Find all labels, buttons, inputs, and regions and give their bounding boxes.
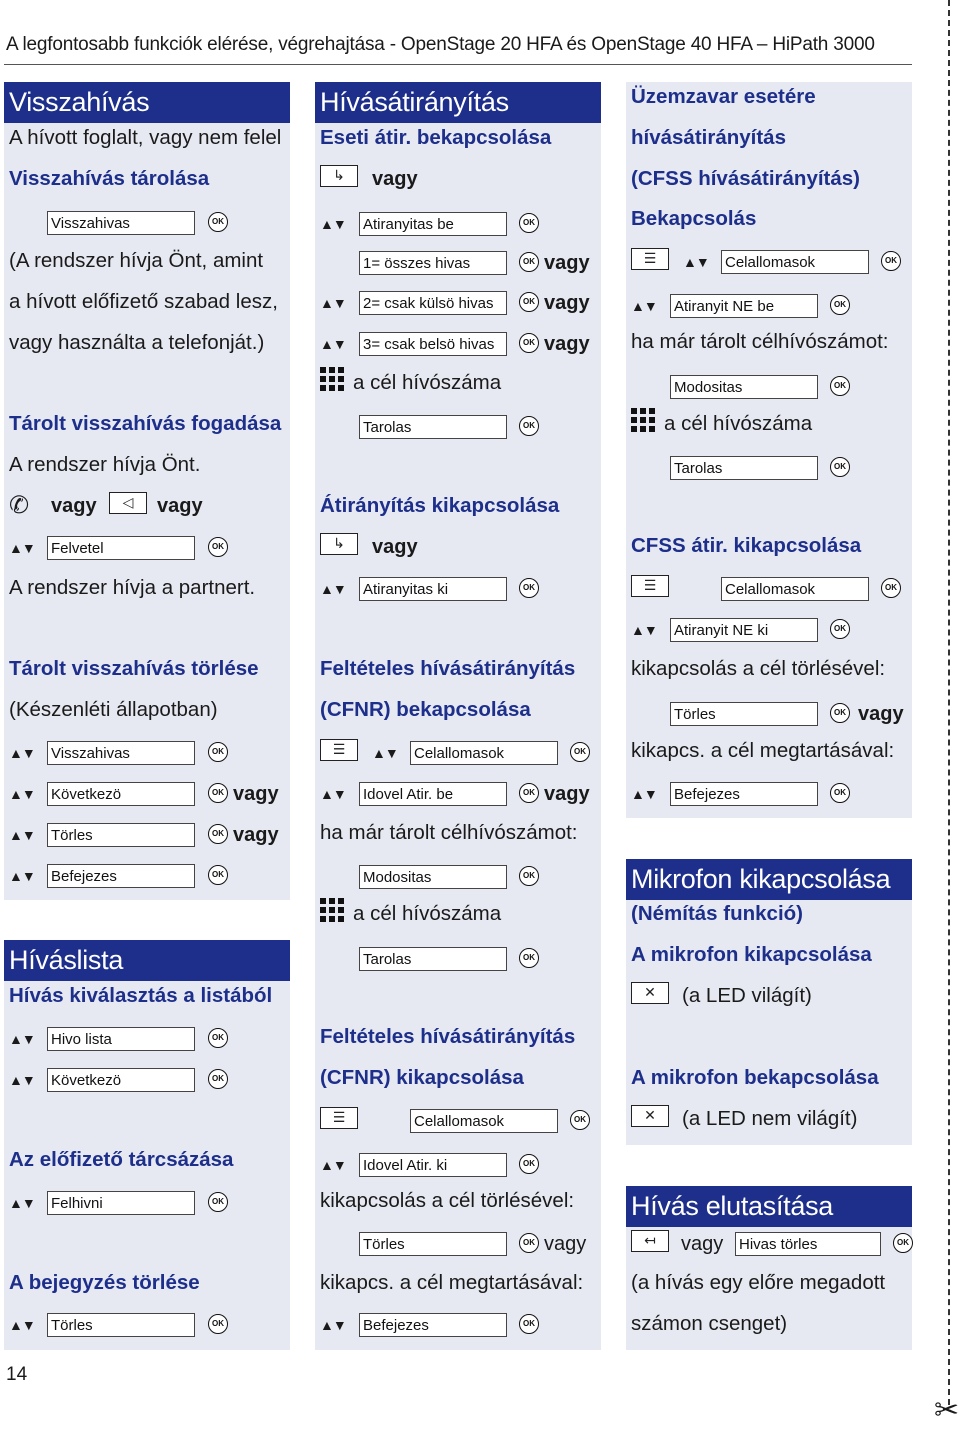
menu-option-torles[interactable]: Törles [47, 823, 195, 847]
store-callback-title: Visszahívás tárolása [9, 167, 210, 190]
cfss-title-1: Üzemzavar esetére [631, 85, 816, 108]
note-line-1: (A rendszer hívja Önt, amint [9, 249, 264, 272]
ok-icon[interactable]: OK [208, 537, 228, 557]
or-label: vagy [544, 783, 590, 805]
ok-icon[interactable]: OK [830, 619, 850, 639]
menu-option-visszahivas[interactable]: Visszahivas [47, 211, 195, 235]
menu-option-felvetel[interactable]: Felvetel [47, 536, 195, 560]
idle-text: (Készenléti állapotban) [9, 698, 218, 721]
updown-arrow-icon[interactable]: ▲▼ [9, 1031, 35, 1047]
torles-row [631, 694, 912, 734]
ok-icon[interactable]: OK [519, 292, 539, 312]
menu-option-tarolas-3[interactable]: Tarolas [670, 456, 818, 480]
keypad-icon[interactable] [320, 898, 346, 930]
updown-arrow-icon[interactable]: ▲▼ [9, 786, 35, 802]
menu-option-atiranyitas-be[interactable]: Atiranyitas be [359, 212, 507, 236]
fwd-external-row [320, 283, 601, 323]
page-title: A legfontosabb funkciók elérése, végrehajtása - OpenStage 20 HFA és OpenStage 40 HFA – HiPath 3000 [6, 34, 875, 55]
updown-arrow-icon[interactable]: ▲▼ [683, 254, 709, 270]
column-callback [4, 82, 290, 1352]
ok-icon[interactable]: OK [830, 457, 850, 477]
menu-key-icon[interactable]: ☰ [631, 248, 669, 270]
cfss-ne-be-row [631, 286, 912, 326]
reject-key-icon[interactable]: ↤ [631, 1230, 669, 1252]
cfnr-off-dest-row [320, 1101, 601, 1141]
menu-option-torles-2[interactable]: Törles [47, 1313, 195, 1337]
cfnr-on-title-1: Feltételes hívásátirányítás [320, 657, 576, 680]
target-number-row [631, 404, 912, 444]
or-label: vagy [544, 333, 590, 355]
cfss-off-dest-row [631, 569, 912, 609]
ok-icon[interactable]: OK [519, 1154, 539, 1174]
cut-line [948, 0, 950, 1405]
cfnr-timed-off-row [320, 1145, 601, 1185]
speaker-icon[interactable]: ◁ [109, 492, 147, 514]
menu-option-modositas[interactable]: Modositas [359, 865, 507, 889]
ok-icon[interactable]: OK [519, 252, 539, 272]
menu-option-torles-3[interactable]: Törles [359, 1232, 507, 1256]
handset-icon[interactable]: ✆ [9, 492, 30, 519]
updown-arrow-icon[interactable]: ▲▼ [9, 540, 35, 556]
delete-row-4 [9, 856, 290, 896]
off-keep-text: kikapcs. a cél megtartásával: [320, 1271, 584, 1294]
or-label: vagy [544, 292, 590, 314]
fwd-on-row [320, 204, 601, 244]
ok-icon[interactable]: OK [519, 213, 539, 233]
befejezes-row [631, 774, 912, 814]
note-line-2: a hívott előfizető szabad lesz, [9, 290, 278, 313]
section-header-hivaslista: Híváslista [4, 940, 290, 981]
ok-icon[interactable]: OK [570, 1110, 590, 1130]
updown-arrow-icon[interactable]: ▲▼ [631, 298, 657, 314]
menu-option-atiranyit-ne-ki[interactable]: Atiranyit NE ki [670, 618, 818, 642]
page-number: 14 [6, 1364, 28, 1385]
forward-key-row [320, 159, 601, 199]
menu-option-idovel-atir-be[interactable]: Idovel Atir. be [359, 782, 507, 806]
cfss-dest-row [631, 242, 912, 282]
forward-key-row-2 [320, 527, 601, 567]
section-header-visszahivas: Visszahívás [4, 82, 290, 123]
ok-icon[interactable]: OK [208, 1069, 228, 1089]
modify-row [631, 367, 912, 407]
menu-option-belso-hivas[interactable]: 3= csak belsö hivas [359, 332, 507, 356]
target-number-label: a cél hívószáma [353, 902, 502, 925]
befejezes-row [320, 1305, 601, 1345]
updown-arrow-icon[interactable]: ▲▼ [320, 295, 346, 311]
delete-row-2 [9, 774, 290, 814]
updown-arrow-icon[interactable]: ▲▼ [9, 1195, 35, 1211]
target-number-row [320, 363, 601, 403]
forward-key-icon[interactable]: ↳ [320, 165, 358, 187]
cfnr-off-title-1: Feltételes hívásátirányítás [320, 1025, 576, 1048]
updown-arrow-icon[interactable]: ▲▼ [9, 1072, 35, 1088]
off-delete-text: kikapcsolás a cél törlésével: [320, 1189, 575, 1212]
cfnr-timed-on-row [320, 774, 601, 814]
updown-arrow-icon[interactable]: ▲▼ [320, 336, 346, 352]
ok-icon[interactable]: OK [519, 333, 539, 353]
menu-option-hivas-torles[interactable]: Hivas törles [735, 1232, 881, 1256]
menu-option-hivo-lista[interactable]: Hivo lista [47, 1027, 195, 1051]
ok-icon[interactable]: OK [208, 1028, 228, 1048]
ok-icon[interactable]: OK [519, 578, 539, 598]
ok-icon[interactable]: OK [830, 376, 850, 396]
ok-icon[interactable]: OK [570, 742, 590, 762]
ok-icon[interactable]: OK [208, 212, 228, 232]
menu-option-befejezes[interactable]: Befejezes [47, 864, 195, 888]
column-forwarding [315, 82, 601, 1352]
ok-icon[interactable]: OK [519, 1314, 539, 1334]
menu-option-atiranyit-ne-be[interactable]: Atiranyit NE be [670, 294, 818, 318]
menu-option-kovetkezo-2[interactable]: Következö [47, 1068, 195, 1092]
delete-callback-title: Tárolt visszahívás törlése [9, 657, 259, 680]
mic-on-title: A mikrofon bekapcsolása [631, 1066, 879, 1089]
already-stored-text: ha már tárolt célhívószámot: [631, 330, 889, 353]
menu-option-tarolas[interactable]: Tarolas [359, 415, 507, 439]
partner-text: A rendszer hívja a partnert. [9, 576, 256, 599]
reject-note-1: (a hívás egy előre megadott [631, 1271, 886, 1294]
or-label: vagy [372, 536, 418, 558]
menu-option-befejezes-2[interactable]: Befejezes [359, 1313, 507, 1337]
calllist-row-1 [9, 1019, 290, 1059]
mute-key-icon[interactable]: ✕ [631, 1105, 669, 1127]
menu-option-felhivni[interactable]: Felhivni [47, 1191, 195, 1215]
menu-option-idovel-atir-ki[interactable]: Idovel Atir. ki [359, 1153, 507, 1177]
keypad-icon[interactable] [320, 367, 346, 399]
menu-option-kovetkezo[interactable]: Következö [47, 782, 195, 806]
menu-option-befejezes-3[interactable]: Befejezes [670, 782, 818, 806]
target-number-row-2 [320, 894, 601, 934]
forward-off-title: Átirányítás kikapcsolása [320, 494, 560, 517]
already-stored-text: ha már tárolt célhívószámot: [320, 821, 578, 844]
off-delete-text: kikapcsolás a cél törlésével: [631, 657, 886, 680]
mic-off-title: A mikrofon kikapcsolása [631, 943, 872, 966]
ok-icon[interactable]: OK [830, 783, 850, 803]
ok-icon[interactable]: OK [208, 742, 228, 762]
updown-arrow-icon[interactable]: ▲▼ [320, 581, 346, 597]
ok-icon[interactable]: OK [519, 866, 539, 886]
ok-icon[interactable]: OK [519, 783, 539, 803]
menu-option-celallomasok-3[interactable]: Celallomasok [721, 250, 869, 274]
fwd-internal-row [320, 324, 601, 364]
cfnr-on-title-2: (CFNR) bekapcsolása [320, 698, 531, 721]
ok-icon[interactable]: OK [519, 948, 539, 968]
cfss-off-title: CFSS átir. kikapcsolása [631, 534, 862, 557]
delete-row-3 [9, 815, 290, 855]
menu-option-torles-4[interactable]: Törles [670, 702, 818, 726]
menu-option-osszes-hivas[interactable]: 1= összes hivas [359, 251, 507, 275]
section-header-reject: Hívás elutasítása [626, 1186, 912, 1227]
keypad-icon[interactable] [631, 408, 657, 440]
updown-arrow-icon[interactable]: ▲▼ [320, 1317, 346, 1333]
reject-row [631, 1224, 912, 1264]
mic-off-row [631, 976, 912, 1016]
busy-text: A hívott foglalt, vagy nem felel [9, 126, 282, 149]
updown-arrow-icon[interactable]: ▲▼ [631, 786, 657, 802]
dial-subscriber-title: Az előfizető tárcsázása [9, 1148, 234, 1171]
menu-key-icon[interactable]: ☰ [631, 575, 669, 597]
cfnr-off-title-2: (CFNR) kikapcsolása [320, 1066, 524, 1089]
menu-option-atiranyitas-ki[interactable]: Atiranyitas ki [359, 577, 507, 601]
forward-key-icon[interactable]: ↳ [320, 533, 358, 555]
ok-icon[interactable]: OK [881, 251, 901, 271]
adhoc-forward-title: Eseti átir. bekapcsolása [320, 126, 552, 149]
led-off-label: (a LED nem világít) [682, 1107, 858, 1130]
or-label: vagy [157, 495, 203, 517]
store-row-2 [320, 939, 601, 979]
mute-key-icon[interactable]: ✕ [631, 982, 669, 1004]
delete-entry-title: A bejegyzés törlése [9, 1271, 200, 1294]
delete-row-1 [9, 733, 290, 773]
target-number-label: a cél hívószáma [664, 412, 813, 435]
cfss-on-title: Bekapcsolás [631, 207, 757, 230]
scissors-icon: ✂ [934, 1394, 960, 1427]
menu-key-icon[interactable]: ☰ [320, 739, 358, 761]
updown-arrow-icon[interactable]: ▲▼ [9, 1317, 35, 1333]
ok-icon[interactable]: OK [208, 1192, 228, 1212]
answer-options-row [9, 486, 290, 526]
store-callback-row [9, 203, 290, 243]
or-label: vagy [681, 1233, 724, 1255]
or-label: vagy [544, 252, 590, 274]
menu-option-visszahivas-2[interactable]: Visszahivas [47, 741, 195, 765]
updown-arrow-icon[interactable]: ▲▼ [9, 745, 35, 761]
note-line-3: vagy használta a telefonját.) [9, 331, 265, 354]
menu-option-celallomasok-4[interactable]: Celallomasok [721, 577, 869, 601]
ok-icon[interactable]: OK [208, 865, 228, 885]
cfnr-dest-row [320, 733, 601, 773]
receive-callback-title: Tárolt visszahívás fogadása [9, 412, 282, 435]
modify-row [320, 857, 601, 897]
menu-option-modositas-2[interactable]: Modositas [670, 375, 818, 399]
section-header-forwarding: Hívásátirányítás [315, 82, 601, 123]
target-number-label: a cél hívószáma [353, 371, 502, 394]
answer-row [9, 528, 290, 568]
mic-on-row [631, 1099, 912, 1139]
ok-icon[interactable]: OK [830, 703, 850, 723]
ok-icon[interactable]: OK [208, 824, 228, 844]
cfss-ne-ki-row [631, 610, 912, 650]
led-on-label: (a LED világít) [682, 984, 812, 1007]
fwd-off-row [320, 569, 601, 609]
calllist-row-2 [9, 1060, 290, 1100]
fwd-all-row [320, 243, 601, 283]
or-label: vagy [372, 168, 418, 190]
updown-arrow-icon[interactable]: ▲▼ [9, 827, 35, 843]
ok-icon[interactable]: OK [519, 1233, 539, 1253]
column-cfss [626, 82, 912, 1352]
store-row [631, 448, 912, 488]
select-call-title: Hívás kiválasztás a listából [9, 984, 273, 1007]
ok-icon[interactable]: OK [208, 783, 228, 803]
updown-arrow-icon[interactable]: ▲▼ [372, 745, 398, 761]
cfss-title-3: (CFSS hívásátirányítás) [631, 167, 860, 190]
updown-arrow-icon[interactable]: ▲▼ [320, 216, 346, 232]
mute-subtitle: (Némítás funkció) [631, 902, 803, 925]
ok-icon[interactable]: OK [208, 1314, 228, 1334]
or-label: vagy [233, 824, 279, 846]
off-keep-text: kikapcs. a cél megtartásával: [631, 739, 895, 762]
ok-icon[interactable]: OK [893, 1233, 913, 1253]
menu-option-celallomasok[interactable]: Celallomasok [410, 741, 558, 765]
updown-arrow-icon[interactable]: ▲▼ [320, 1157, 346, 1173]
ok-icon[interactable]: OK [519, 416, 539, 436]
ok-icon[interactable]: OK [830, 295, 850, 315]
or-label: vagy [544, 1233, 587, 1255]
reject-note-2: számon csenget) [631, 1312, 788, 1335]
or-label: vagy [233, 783, 279, 805]
updown-arrow-icon[interactable]: ▲▼ [320, 786, 346, 802]
ok-icon[interactable]: OK [881, 578, 901, 598]
or-label: vagy [51, 495, 97, 517]
torles-row [320, 1224, 601, 1264]
updown-arrow-icon[interactable]: ▲▼ [631, 622, 657, 638]
cfss-title-2: hívásátirányítás [631, 126, 786, 149]
or-label: vagy [858, 703, 904, 725]
menu-option-celallomasok-2[interactable]: Celallomasok [410, 1109, 558, 1133]
store-row [320, 407, 601, 447]
menu-option-tarolas-2[interactable]: Tarolas [359, 947, 507, 971]
menu-key-icon[interactable]: ☰ [320, 1107, 358, 1129]
updown-arrow-icon[interactable]: ▲▼ [9, 868, 35, 884]
dial-row [9, 1183, 290, 1223]
title-rule [4, 64, 912, 65]
delete-entry-row [9, 1305, 290, 1345]
receive-text: A rendszer hívja Önt. [9, 453, 201, 476]
menu-option-kulso-hivas[interactable]: 2= csak külsö hivas [359, 291, 507, 315]
section-header-mikrofon: Mikrofon kikapcsolása [626, 859, 912, 900]
